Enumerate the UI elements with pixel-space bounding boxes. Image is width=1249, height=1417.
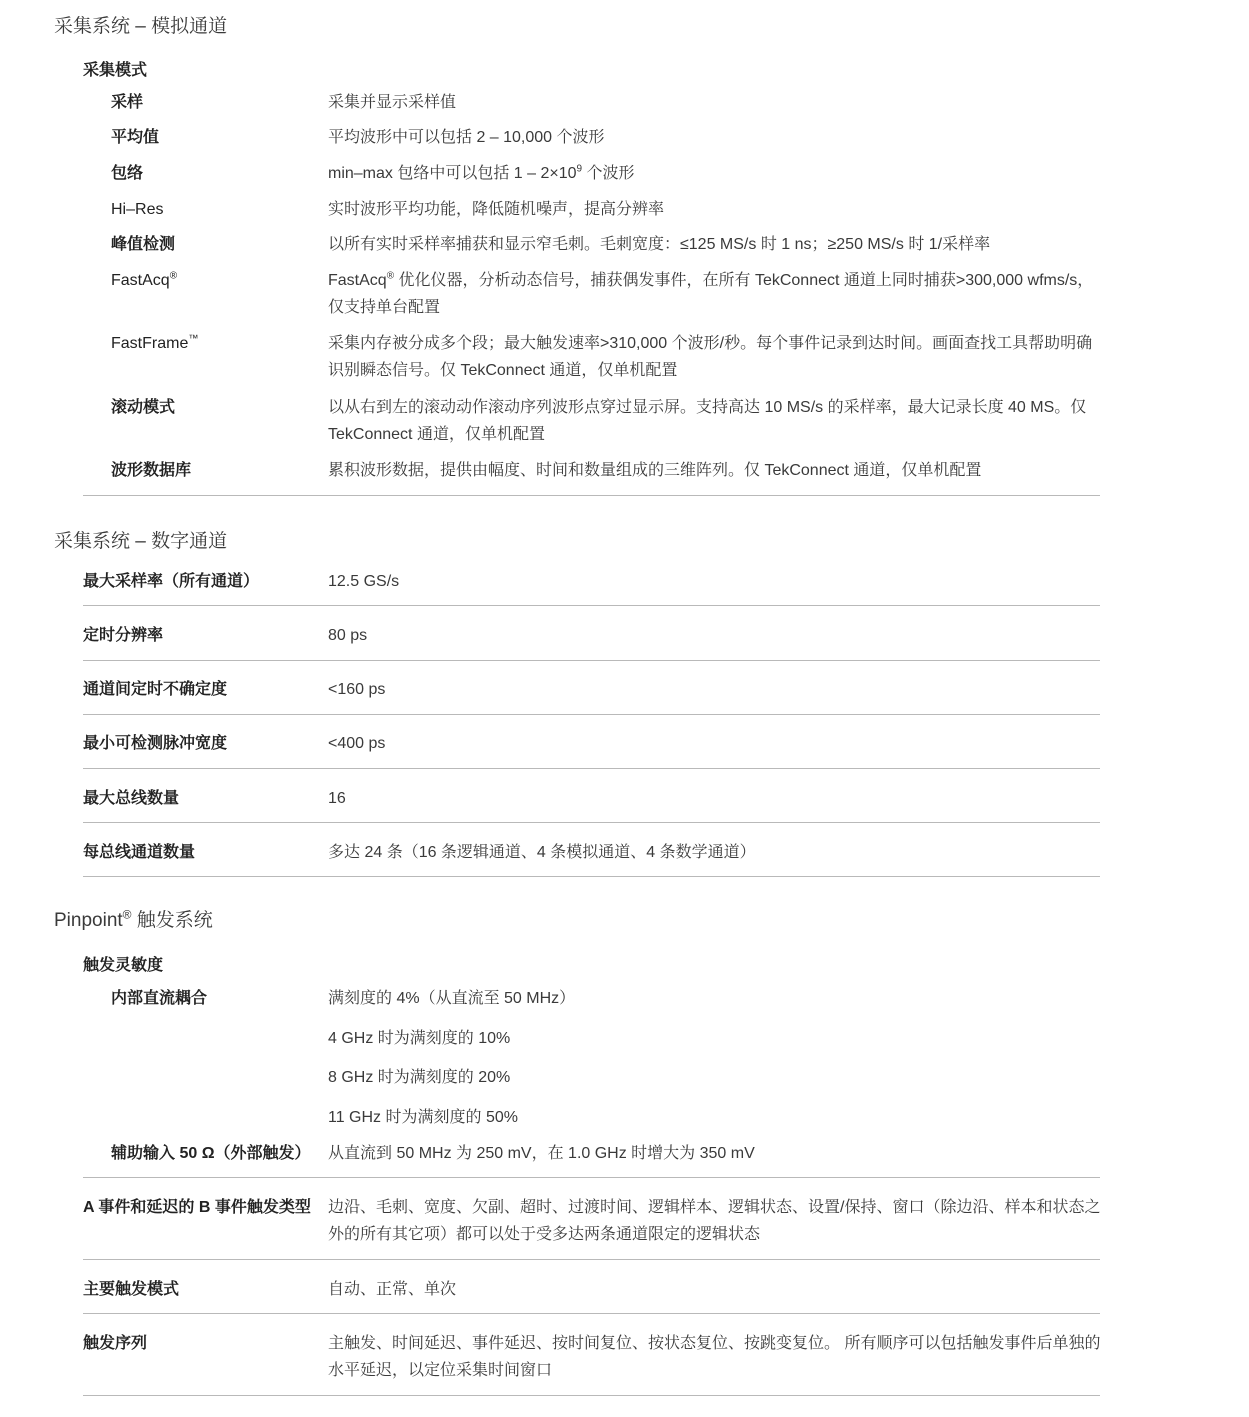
divider xyxy=(83,876,1100,877)
spec-label: 包络 xyxy=(111,165,144,182)
spec-value: 4 GHz 时为满刻度的 10% xyxy=(328,1030,511,1047)
spec-label: 辅助输入 50 Ω（外部触发） xyxy=(111,1145,311,1162)
spec-value: min–max 包络中可以包括 $1 - 2\times 10^9$ 个波形 xyxy=(328,163,635,182)
divider xyxy=(83,660,1100,661)
spec-value: 自动、正常、单次 xyxy=(328,1281,457,1298)
divider xyxy=(83,1177,1100,1178)
spec-value: 从直流到 50 MHz 为 250 mV，在 1.0 GHz 时增大为 350 mV xyxy=(328,1145,755,1162)
spec-label: 平均值 xyxy=(111,129,160,146)
divider xyxy=(83,605,1100,606)
spec-value: 80 ps xyxy=(328,627,368,644)
spec-value: 主触发、时间延迟、事件延迟、按时间复位、按状态复位、按跳变复位。 所有顺序可以包括触发事件后单独的水平延迟，以定位采集时间窗口 xyxy=(328,1335,1101,1379)
group-label-acquisition-mode: 采集模式 xyxy=(83,62,148,79)
spec-label: 定时分辨率 xyxy=(83,627,164,644)
spec-value: <400 ps xyxy=(328,735,386,752)
divider xyxy=(83,714,1100,715)
spec-label: Hi–Res xyxy=(111,201,164,218)
spec-value: 11 GHz 时为满刻度的 50% xyxy=(328,1109,518,1126)
spec-value: 边沿、毛刺、宽度、欠副、超时、过渡时间、逻辑样本、逻辑状态、设置/保持、窗口（除边沿、样本和状态之外的所有其它项）都可以处于受多达两条通道限定的逻辑状态 xyxy=(328,1199,1101,1243)
spec-value: 16 xyxy=(328,790,346,807)
group-label-trigger-sensitivity: 触发灵敏度 xyxy=(83,957,164,974)
spec-label: 采样 xyxy=(111,94,144,111)
spec-label: 最大总线数量 xyxy=(83,790,180,807)
spec-label: 内部直流耦合 xyxy=(111,990,208,1007)
spec-value: FastAcq® 优化仪器，分析动态信号，捕获偶发事件，在所有 TekConnect 通道上同时捕获>300,000 wfms/s，仅支持单台配置 xyxy=(328,270,1094,316)
spec-value: 平均波形中可以包括 2 – 10,000 个波形 xyxy=(328,129,605,146)
divider xyxy=(83,495,1100,496)
spec-label: A 事件和延迟的 B 事件触发类型 xyxy=(83,1199,311,1216)
spec-label: 最大采样率（所有通道） xyxy=(83,573,260,590)
spec-label: 最小可检测脉冲宽度 xyxy=(83,735,228,752)
section-title-digital: 采集系统 – 数字通道 xyxy=(54,531,228,552)
divider xyxy=(83,1313,1100,1314)
spec-value: 8 GHz 时为满刻度的 20% xyxy=(328,1069,511,1086)
spec-label: FastAcq® xyxy=(111,270,178,289)
spec-label: 峰值检测 xyxy=(111,236,176,253)
spec-value: 实时波形平均功能，降低随机噪声，提高分辨率 xyxy=(328,201,665,218)
spec-label: 滚动模式 xyxy=(111,399,176,416)
spec-label: 主要触发模式 xyxy=(83,1281,180,1298)
divider xyxy=(83,822,1100,823)
spec-label: 触发序列 xyxy=(83,1335,148,1352)
spec-label: 每总线通道数量 xyxy=(83,844,196,861)
spec-value: 采集并显示采样值 xyxy=(328,94,457,111)
section-title-trigger: Pinpoint® 触发系统 xyxy=(54,907,213,931)
divider xyxy=(83,768,1100,769)
spec-value: 采集内存被分成多个段；最大触发速率>310,000 个波形/秒。每个事件记录到达时间。画面查找工具帮助明确识别瞬态信号。仅 TekConnect 通道，仅单机配置 xyxy=(328,335,1093,379)
spec-value: 多达 24 条（16 条逻辑通道、4 条模拟通道、4 条数学通道） xyxy=(328,844,756,861)
divider xyxy=(83,1259,1100,1260)
spec-label: FastFrame™ xyxy=(111,333,199,352)
spec-label: 通道间定时不确定度 xyxy=(83,681,228,698)
spec-value: 12.5 GS/s xyxy=(328,573,400,590)
spec-label: 波形数据库 xyxy=(111,462,192,479)
spec-value: 满刻度的 4%（从直流至 50 MHz） xyxy=(328,990,576,1007)
spec-value: 以所有实时采样率捕获和显示窄毛刺。毛刺宽度：≤125 MS/s 时 1 ns；≥250 MS/s 时 1/采样率 xyxy=(328,236,991,253)
divider xyxy=(83,1395,1100,1396)
section-title-analog: 采集系统 – 模拟通道 xyxy=(54,16,228,37)
spec-value: <160 ps xyxy=(328,681,386,698)
spec-value: 累积波形数据，提供由幅度、时间和数量组成的三维阵列。仅 TekConnect 通道，仅单机配置 xyxy=(328,462,982,479)
spec-value: 以从右到左的滚动动作滚动序列波形点穿过显示屏。支持高达 10 MS/s 的采样率，最大记录长度 40 MS。仅 TekConnect 通道，仅单机配置 xyxy=(328,399,1087,443)
